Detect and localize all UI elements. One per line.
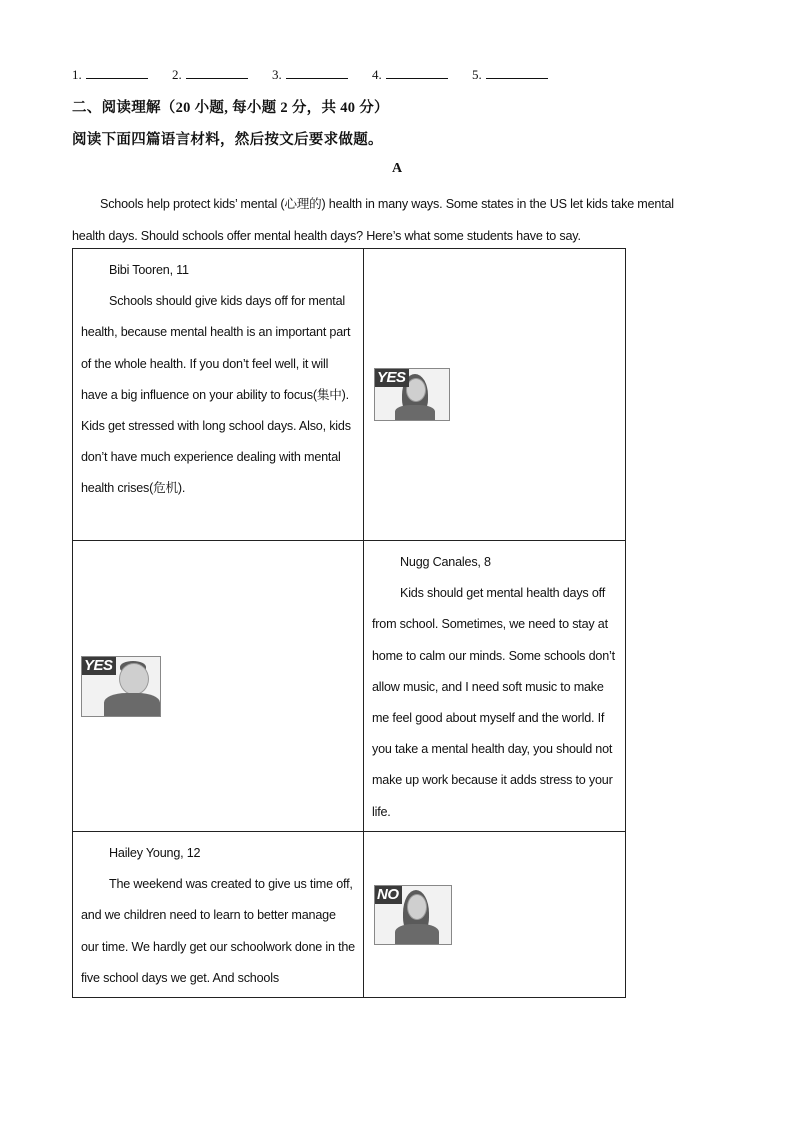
answer-blank-3[interactable]: 3. (272, 66, 372, 83)
table-row (73, 832, 626, 998)
student-name: Bibi Tooren, 11 (109, 263, 189, 277)
opinion-text-cell (73, 249, 364, 541)
answer-blank-4[interactable]: 4. (372, 66, 472, 83)
section-title: 二、阅读理解（20 小题, 每小题 2 分，共 40 分） (72, 100, 389, 116)
opinion-text-cell (364, 541, 626, 832)
table-row (73, 541, 626, 832)
photo-cell (73, 541, 364, 832)
passage-letter: A (391, 161, 403, 176)
student-opinion: Schools should give kids days off for mental health, because mental health is an important part of the whole health. If you don’t feel well, it will have a big influence on your ability to focus(集中). Kids get stressed with long school days. Also, kids don’t have much experience dealing with mental health crises(危机). (81, 294, 351, 496)
opinions-table (72, 248, 626, 998)
student-name: Hailey Young, 12 (109, 846, 201, 860)
answer-blank-2[interactable]: 2. (172, 66, 272, 83)
photo-cell (364, 832, 626, 998)
no-tag: NO (375, 886, 402, 904)
passage-intro: Schools help protect kids’ mental (心理的) health in many ways. Some states in the US let kids take mental health days. Should schools offer mental health days? Here’s what some students have to say. (72, 197, 674, 243)
boy-portrait-icon (81, 656, 161, 717)
photo-cell (364, 249, 626, 541)
yes-tag: YES (82, 657, 116, 675)
opinion-text-cell (73, 832, 364, 998)
student-name: Nugg Canales, 8 (400, 555, 491, 569)
table-row (73, 249, 626, 541)
section-instruction: 阅读下面四篇语言材料，然后按文后要求做题。 (72, 132, 383, 148)
answer-blank-1[interactable]: 1. (72, 66, 172, 83)
answer-blank-5[interactable]: 5. (472, 66, 572, 83)
student-opinion: The weekend was created to give us time off, and we children need to learn to better manage our time. We hardly get our schoolwork done in the five school days we get. And schools (81, 877, 355, 985)
student-opinion: Kids should get mental health days off from school. Sometimes, we need to stay at home to calm our minds. Some schools don’t allow music, and I need soft music to make me feel good about myself and the world. If you take a mental health day, you should not make up work because it adds stress to your life. (372, 586, 615, 819)
girl-portrait-icon (374, 885, 452, 945)
answer-blanks (72, 66, 572, 83)
girl-portrait-icon (374, 368, 450, 421)
yes-tag: YES (375, 369, 409, 387)
